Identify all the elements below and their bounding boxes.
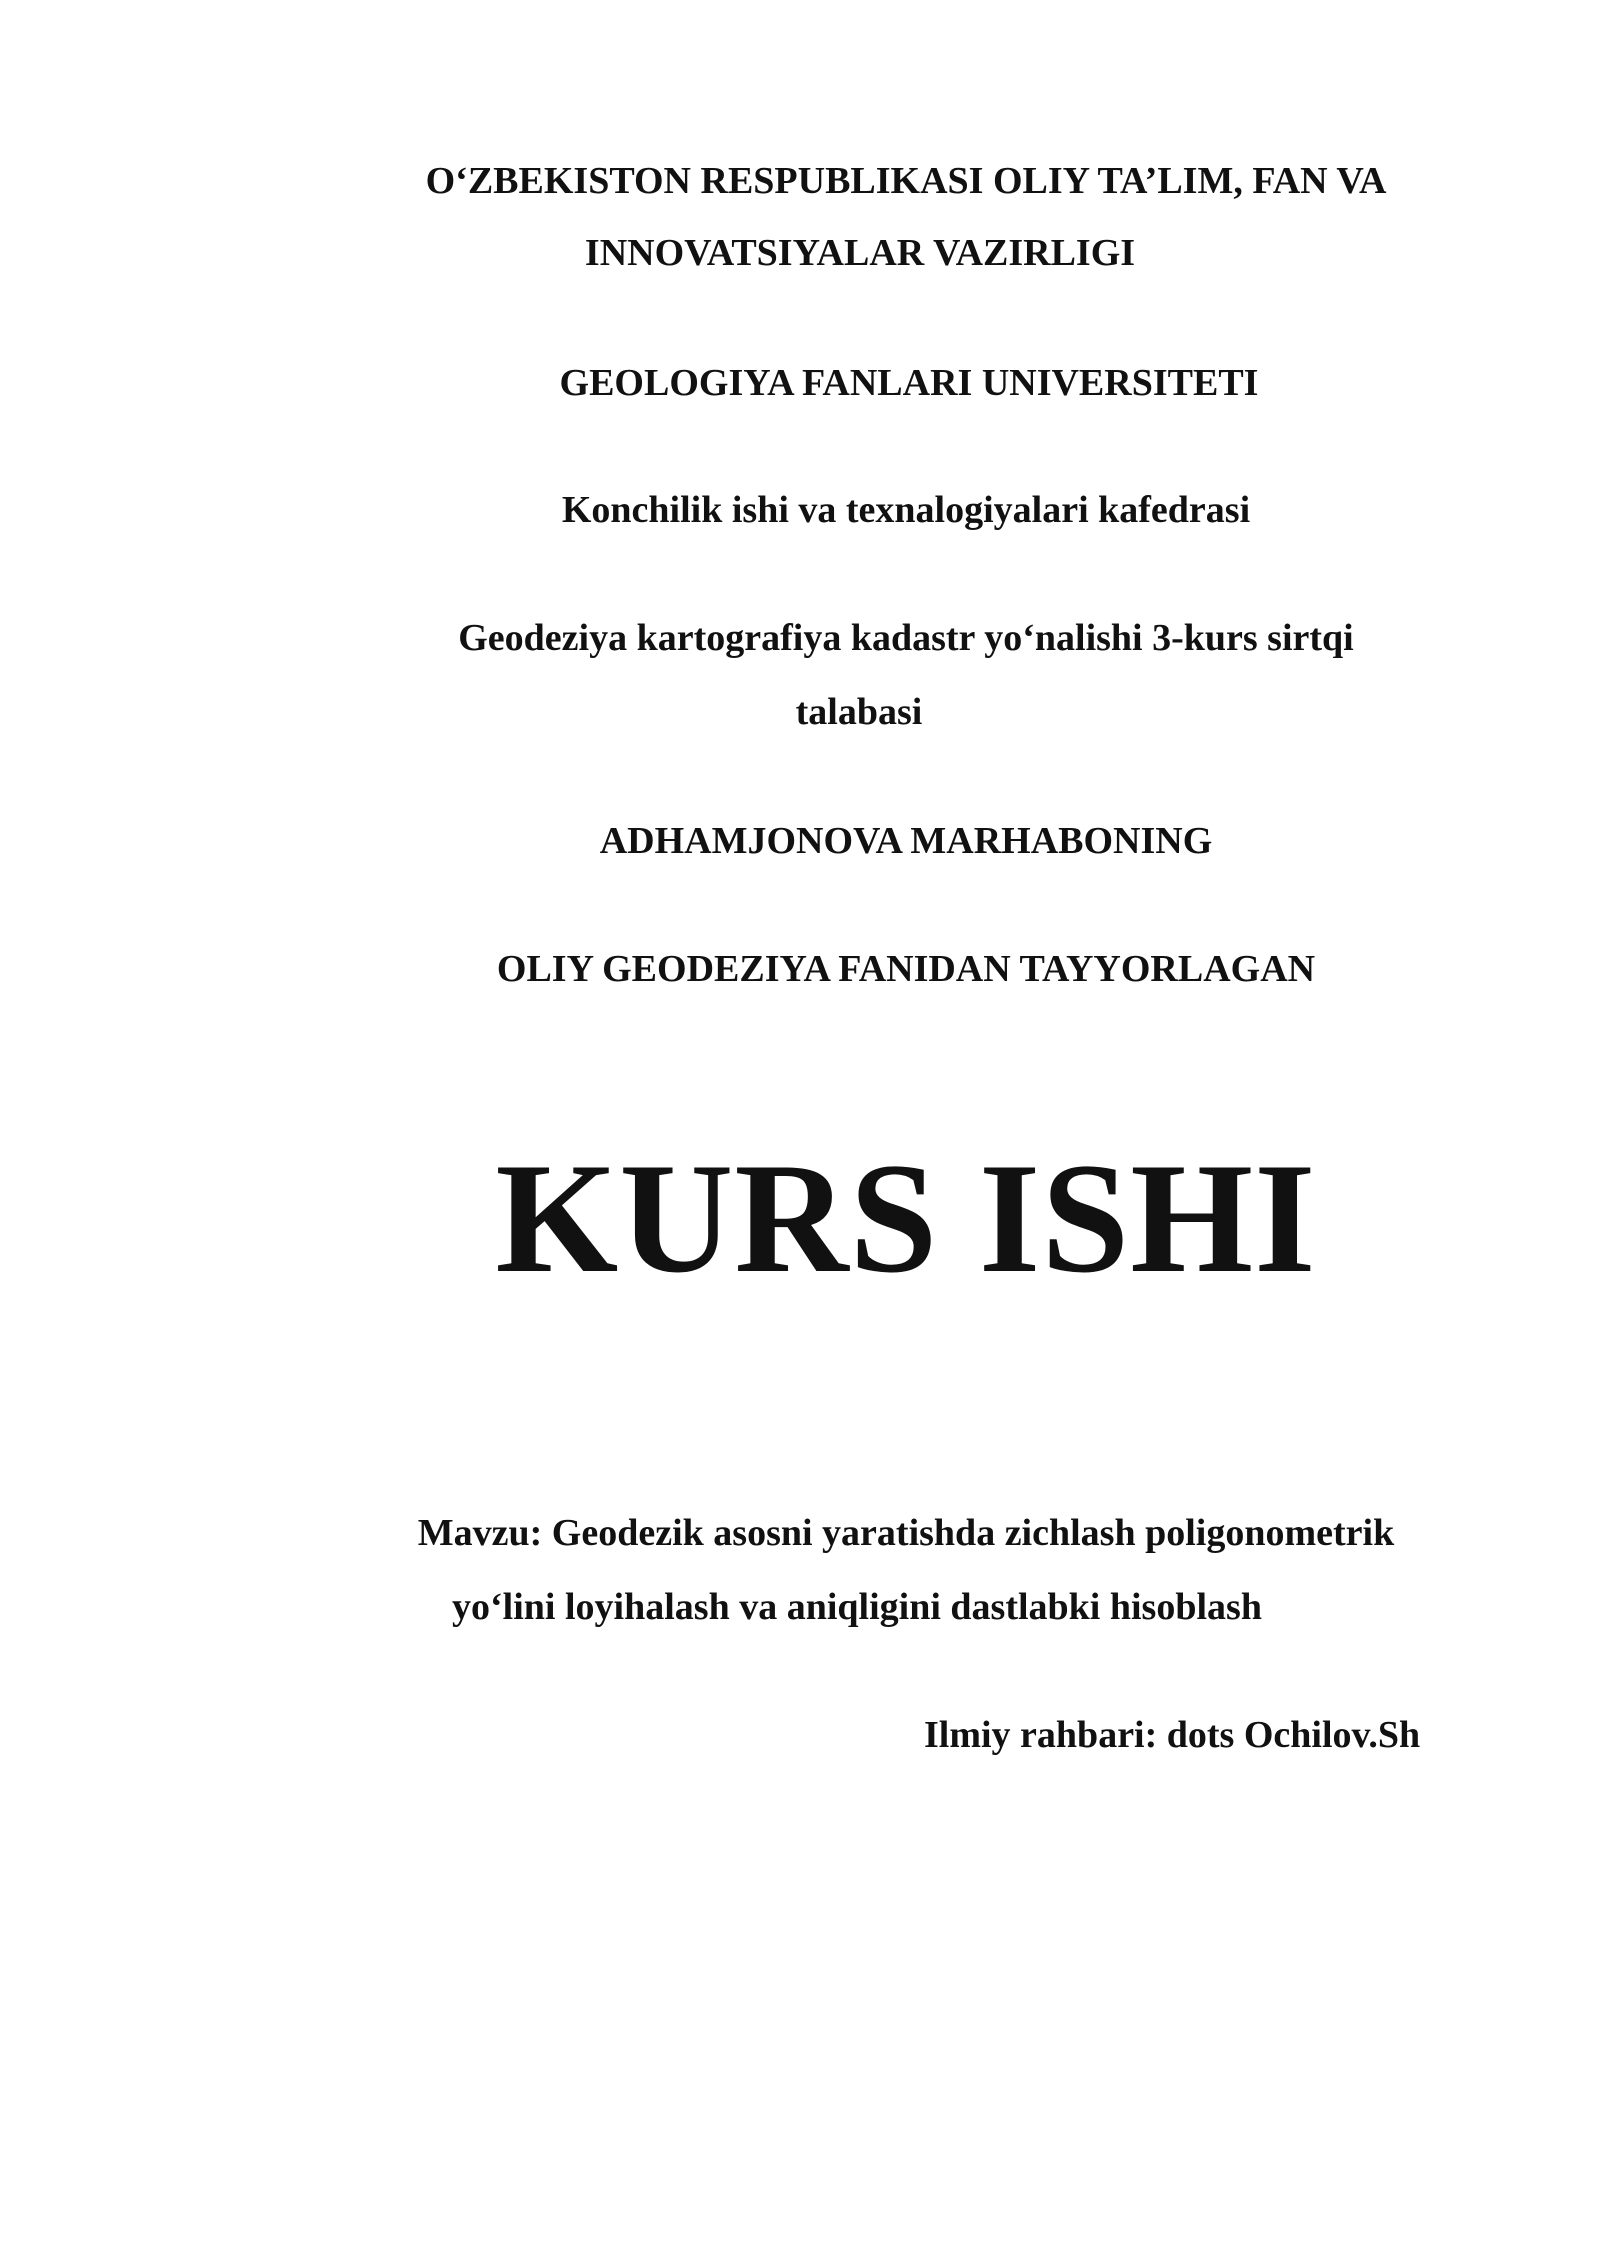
- supervisor: Ilmiy rahbari: dots Ochilov.Sh: [924, 1714, 1421, 1756]
- department-name: Konchilik ishi va texnalogiyalari kafedrasi: [561, 489, 1251, 531]
- ministry-line-1: O‘ZBEKISTON RESPUBLIKASI OLIY TA’LIM, FAN VA: [425, 160, 1387, 202]
- subject-line: OLIY GEODEZIYA FANIDAN TAYYORLAGAN: [496, 948, 1316, 990]
- topic-line-1: Mavzu: Geodezik asosni yaratishda zichlash poligonometrik: [417, 1512, 1395, 1554]
- topic-line-2: yo‘lini loyihalash va aniqligini dastlabki hisoblash: [452, 1586, 1262, 1628]
- student-info-line-2: talabasi: [795, 691, 923, 733]
- student-name: ADHAMJONOVA MARHABONING: [599, 820, 1213, 862]
- document-title: KURS ISHI: [495, 1131, 1317, 1306]
- university-name: GEOLOGIYA FANLARI UNIVERSITETI: [559, 362, 1259, 404]
- student-info-line-1: Geodeziya kartografiya kadastr yo‘nalishi 3-kurs sirtqi: [458, 617, 1354, 659]
- ministry-line-2: INNOVATSIYALAR VAZIRLIGI: [584, 232, 1136, 274]
